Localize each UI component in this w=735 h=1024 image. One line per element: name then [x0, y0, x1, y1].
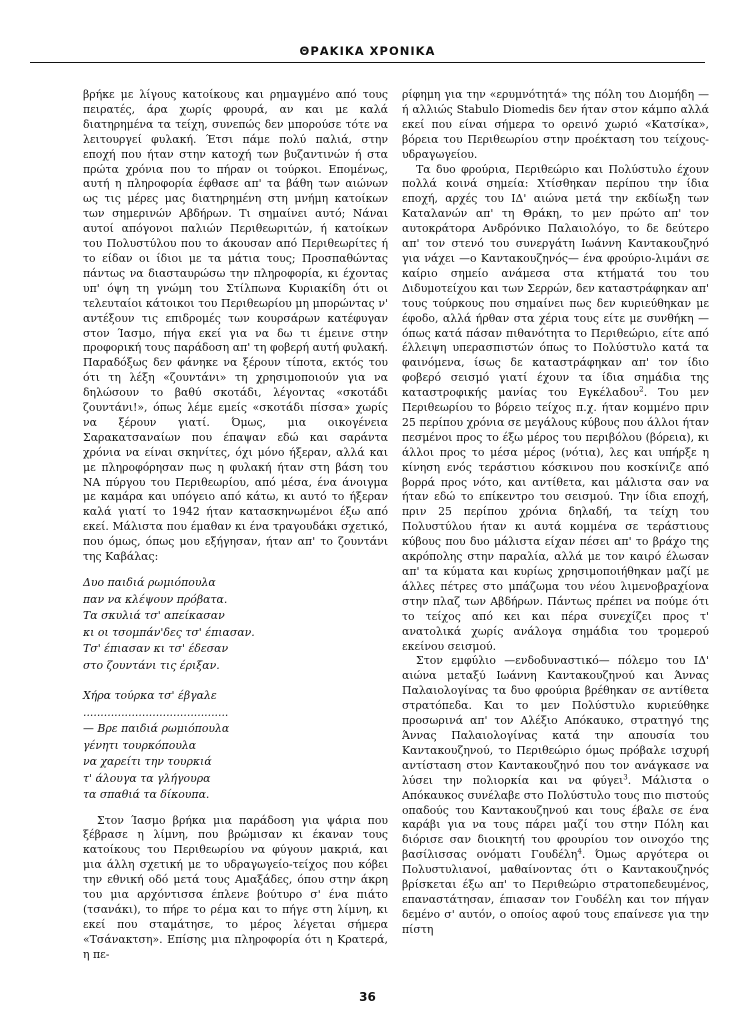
poem-line: — Βρε παιδιά ρωμιόπουλα — [83, 722, 230, 735]
text-run: . Του μεν Περιθεωρίου το βόρειο τείχος π.χ. ήταν κομμένο πριν 25 περίπου χρόνια σε μεγάλους κύβους που άλλοι ήταν πεσμένοι προς το έξω μέρος του περιβόλου (βόρεια), κι άλλοι προς το μέσα μέρος (νότια), λες και υπήρξε η κίνηση ενός τεράστιου κόσκινου που κοσκίνιζε από βορρά προς νότο, και αντίθετα, και μάλιστα σαν να ήταν εδώ το επίκεντρο του σεισμού. Την ίδια εποχή, πριν 25 περίπου χρόνια δηλαδή, τα τείχη του Πολυστύλου ήταν κι αυτά κομμένα σε τεράστιους κύβους που δυο μάλιστα είχαν πέσει απ' το βράχο της ακρόπολης στην παραλία, αλλά με τον καιρό έλωσαν απ' τα κύματα και κυρίως χρησιμοποιήθηκαν μαζί με άλλες πέτρες στο μπάζωμα του νέου λιμενοβραχίονα στην πλαζ των Αβδήρων. Πάντως πρέπει να πούμε ότι το τείχος από κει και πέρα συνεχίζει προς τ' ανατολικά χωρίς ανάλογα σημάδια του τρομερού εκείνου σεισμού. — [402, 386, 709, 653]
stanza-gap — [83, 674, 388, 688]
footnote-ref: 3 — [623, 773, 628, 782]
text-run: Στον εμφύλιο —ενδοδυναστικό— πόλεμο του ΙΔ' αιώνα μεταξύ Ιωάννη Καντακουζηνού και Άννας Παλαιολογίνας τα δυο φρούρια βρέθηκαν σε αντίθετα στρατόπεδα. Και το μεν Πολύστυλο κυριεύθηκε προσωρινά απ' τον Αλέξιο Απόκαυκο, στρατηγό της Άννας Παλαιολογίνας κατά την απουσία του Καντακουζηνού, το Περιθεώριο όμως πρόβαλε ισχυρή αντίσταση στον Καντακουζηνό που τον ανάγκασε να λύσει την πολιορκία και να φύγει — [402, 654, 709, 787]
left-paragraph-2: Στον Ίασμο βρήκα μια παράδοση για ψάρια που ξέβρασε η λίμνη, που βρώμισαν κι έκαναν τους κατοίκους του Περιθεωρίου να φύγουν μακριά, και μια άλλη σχετική με το υδραγωγείο-τείχος που κόβει την εθνική οδό μετά τους Αμαξάδες, όπου στην άκρη του μια αρχόντισσα έπλενε βούτυρο σ' ένα πιάτο (τσανάκι), το πήρε το ρέμα και το πήγε στη λίμνη, κι εκεί που σταμάτησε, το μέρος λέγεται σήμερα «Τσάνακτση». Επίσης μια πληροφορία ότι η Κρατερά, η πε- — [83, 813, 388, 961]
footnote-ref: 4 — [577, 847, 582, 856]
poem-line: κι οι τσομπάν'δες τσ' έπιασαν. — [83, 625, 255, 639]
folk-song — [83, 575, 388, 804]
text-run: . Όμως αργότερα οι Πολυστυλιανοί, μαθαίνοντας ότι ο Καντακουζηνός βρίσκεται έξω απ' το Περιθεώριο στρατοπεδευμένος, επαναστάτησαν, έπιασαν τον Γουδέλη και τον πήγαν δεμένο σ' αυτόν, ο οποίος αφού τους επαίνεσε για την πίστη — [402, 848, 709, 936]
poem-line: Δυο παιδιά ρωμιόπουλα — [83, 576, 216, 589]
poem-line: Τσ' έπιασαν κι τσ' έδεσαν — [83, 642, 229, 655]
journal-title: ΘΡΑΚΙΚΑ ΧΡΟΝΙΚΑ — [299, 44, 436, 58]
poem-line: .......................................... — [83, 705, 229, 719]
right-paragraph-2 — [402, 163, 709, 655]
right-paragraph-1: ρίφημη για την «ερυμνότητά» της πόλη του Διομήδη —ή αλλιώς Stabulo Diomedis δεν ήταν στον κάμπο αλλά εκεί που είναι σήμερα το ορεινό χωριό «Κατσίκα», βόρεια του Περιθεωρίου στην προέκταση του τείχους-υδραγωγείου. — [402, 88, 709, 161]
text-run: . Μάλιστα ο Απόκαυκος συνέλαβε στο Πολύστυλο τους πιο πιστούς οπαδούς του Καντακουζηνού και τους έβαλε σε ένα καράβι για να τους πάρει μαζί του στην Πόλη και διόρισε σαν διοικητή του φρουρίου τον οινοχόο της βασίλισσας ονόματι Γουδέλη — [402, 773, 709, 862]
footnote-ref: 2 — [639, 385, 644, 394]
running-header — [30, 40, 705, 63]
right-paragraph-3 — [402, 654, 709, 937]
right-column — [402, 88, 709, 938]
poem-line: στο ζουντάνι τις έριξαν. — [83, 658, 220, 672]
poem-line: παν να κλέψουν πρόβατα. — [83, 592, 228, 606]
poem-line: να χαρείτι την τουρκιά — [83, 755, 212, 768]
poem-line: γένητι τουρκόπουλα — [83, 738, 197, 752]
poem-line: τα σπαθιά τα δίκουπα. — [83, 788, 210, 801]
poem-line: Χήρα τούρκα τσ' έβγαλε — [83, 689, 217, 702]
text-run: Τα δυο φρούρια, Περιθεώριο και Πολύστυλο έχουν πολλά κοινά σημεία: Χτίσθηκαν περίπου την ίδια εποχή, αρχές του ΙΔ' αιώνα μετά την εκδίωξη των Καταλανών απ' τη Θράκη, το μεν πρώτο απ' τον αυτοκράτορα Ανδρόνικο Παλαιολόγο, το δε δεύτερο απ' τον στενό του συνεργάτη Ιωάννη Καντακουζηνό για νάχει —ο Καντακουζηνός— ένα φρούριο-λιμάνι σε καίριο σημείο ανάμεσα στα κτήματά του του Διδυμοτείχου και των Σερρών, δεν καταστράφηκαν απ' τους τούρκους που σημαίνει πως δεν κυριεύθηκαν με έφοδο, αλλά ήρθαν στα χέρια τους είτε με συνθήκη — όπως κατά πάσαν πιθανότητα το Περιθεώριο, είτε από έλλειψη υπερασπιστών όπως το Πολύστυλο κατά τα φαινόμενα, ίσως δε καταστράφηκαν απ' τον ίδιο φοβερό σεισμό γιατί έχουν τα ίδια σημάδια της καταστροφικής μανίας του Εγκέλαδου — [402, 162, 709, 400]
poem-line: Τα σκυλιά τσ' απείκασαν — [83, 609, 225, 622]
left-paragraph-1: βρήκε με λίγους κατοίκους και ρημαγμένο από τους πειρατές, άρα χωρίς φρουρά, αν και με καλά διατηρημένα τα τείχη, συνεπώς δεν μπορούσε τότε να λειτουργεί φυλακή. Έτσι πάμε πολύ παλιά, στην εποχή που ήταν στην κατοχή των βυζαντινών ή στα πρώτα χρόνια που το πήραν οι τούρκοι. Επομένως, αυτή η πληροφορία έφθασε απ' τα βάθη των αιώνων ως τις μέρες μας διατηρημένη στη μνήμη κατοίκων των σημερινών Αβδήρων. Τι σημαίνει αυτό; Νάναι αυτοί απόγονοι παλιών Περιθεωριτών, ή κατοίκων του Πολυστύλου που το άκουσαν από Περιθεωρίτες ή το είδαν οι ίδιοι με τα μάτια τους; Προσπαθώντας πάντως να διασταυρώσω την πληροφορία, κι έχοντας υπ' όψη τη γνώμη του Στίλπωνα Κυριακίδη ότι οι τελευταίοι κάτοικοι του Περιθεωρίου μη μπορώντας ν' αντέξουν τις επιδρομές των κουρσάρων κατέφυγαν στον Ίασμο, πήγα εκεί για να δω τι έμεινε στην προφορική τους παράδοση απ' τη φοβερή αυτή φυλακή. Παραδόξως δεν φάνηκε να ξέρουν τίποτα, εκτός του ότι τη λέξη «ζουντάνι» τη χρησιμοποιούν για να δηλώσουν το βαθύ σκοτάδι, λέγοντας «σκοτάδι ζουντάνι!», όπως λέμε εμείς «σκοτάδι πίσσα» χωρίς να ξέρουν γιατί. Όμως, μια οικογένεια Σαρακατσαναίων που έπαψαν εδώ και σαράντα χρόνια να είναι σκηνίτες, όχι μόνο ήξεραν, αλλά και με πληροφόρησαν πως η φυλακή ήταν στη βάση του ΝΑ πύργου του Περιθεωρίου, από μέσα, ένα άνοιγμα με καμάρα και υπόγειο από κάτω, κι αυτό το ήξεραν καλά γιατί το 1942 ήταν κατασκηνωμένοι έξω από εκεί. Μάλιστα που έμαθαν κι ένα τραγουδάκι σχετικό, που όμως, όπως μου εξήγησαν, ήταν απ' το ζουντάνι της Καβάλας: — [83, 88, 388, 564]
poem-line: τ' άλουγα τα γλήγουρα — [83, 771, 211, 785]
page-number: 36 — [359, 990, 376, 1004]
left-column — [83, 88, 388, 963]
